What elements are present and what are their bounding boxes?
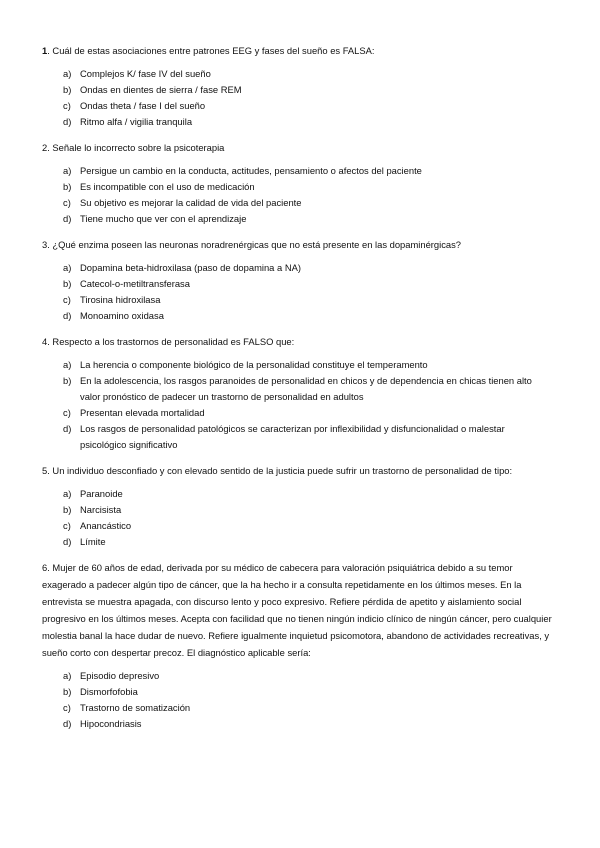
option-c: [42, 98, 552, 114]
option-text: Persigue un cambio en la conducta, actitudes, pensamiento o afectos del paciente: [80, 165, 422, 176]
question-5: [42, 462, 552, 550]
option-text: La herencia o componente biológico de la personalidad constituye el temperamento: [80, 359, 428, 370]
option-text: Ritmo alfa / vigilia tranquila: [80, 116, 193, 127]
option-letter: a): [63, 488, 72, 499]
option-d: [42, 716, 552, 732]
option-c: [42, 518, 552, 534]
question-number: 5: [42, 465, 48, 476]
option-letter: c): [63, 520, 71, 531]
option-text: Hipocondriasis: [80, 718, 142, 729]
option-text: En la adolescencia, los rasgos paranoides de personalidad en chicos y de dependencia en chicas tienen alto valor pronóstico de padecer un trastorno de personalidad en adultos: [80, 375, 532, 402]
option-text: Narcisista: [80, 504, 122, 515]
option-letter: b): [63, 504, 72, 515]
option-letter: d): [63, 213, 72, 224]
question-3: [42, 236, 552, 324]
option-letter: d): [63, 116, 72, 127]
option-letter: a): [63, 165, 72, 176]
option-text: Tiene mucho que ver con el aprendizaje: [80, 213, 247, 224]
option-d: [42, 421, 552, 453]
option-text: Monoamino oxidasa: [80, 310, 164, 321]
option-text: Paranoide: [80, 488, 123, 499]
option-c: [42, 405, 552, 421]
option-letter: d): [63, 423, 72, 434]
option-a: [42, 668, 552, 684]
option-text: Límite: [80, 536, 106, 547]
option-a: [42, 486, 552, 502]
option-text: Es incompatible con el uso de medicación: [80, 181, 255, 192]
question-stem: . Señale lo incorrecto sobre la psicoterapia: [47, 142, 225, 153]
answer-options: [42, 357, 552, 453]
option-c: [42, 292, 552, 308]
option-b: [42, 684, 552, 700]
option-text: Trastorno de somatización: [80, 702, 191, 713]
option-d: [42, 534, 552, 550]
option-letter: b): [63, 686, 72, 697]
option-b: [42, 276, 552, 292]
option-text: Dismorfofobia: [80, 686, 138, 697]
question-4: [42, 333, 552, 453]
option-letter: d): [63, 536, 72, 547]
option-text: Tirosina hidroxilasa: [80, 294, 161, 305]
question-stem: . Mujer de 60 años de edad, derivada por su médico de cabecera para valoración psiquiátrica debido a su temor exagerado a padecer algún tipo de cáncer, que la ha hecho ir a consulta repetidamente en los últimos meses. En la entrevista se muestra apagada, con discurso lento y poco expresivo. Refiere pérdida de apetito y aislamiento social progresivo en los últimos meses. Acepta con facilidad que no tienen ningún indicio clínico de ningún cáncer, pero cualquier molestia banal la hace dudar de nuevo. Refiere igualmente inquietud psicomotora, abandono de actividades recreativas, y sueño corto con despertar precoz. El diagnóstico aplicable sería:: [42, 562, 552, 658]
option-text: Dopamina beta-hidroxilasa (paso de dopamina a NA): [80, 262, 301, 273]
question-number: 1: [42, 45, 48, 56]
option-letter: d): [63, 718, 72, 729]
option-text: Ondas en dientes de sierra / fase REM: [80, 84, 242, 95]
question-stem: . Un individuo desconfiado y con elevado sentido de la justicia puede sufrir un trastorno de personalidad de tipo:: [47, 465, 513, 476]
option-letter: c): [63, 100, 71, 111]
answer-options: [42, 486, 552, 550]
option-text: Complejos K/ fase IV del sueño: [80, 68, 211, 79]
question-text: [42, 333, 552, 350]
question-1: [42, 42, 552, 130]
option-letter: c): [63, 407, 71, 418]
option-text: Los rasgos de personalidad patológicos se caracterizan por inflexibilidad y disfuncionalidad o malestar psicológico significativo: [80, 423, 505, 450]
option-c: [42, 700, 552, 716]
question-number: 6: [42, 562, 48, 573]
option-letter: a): [63, 68, 72, 79]
question-number: 3: [42, 239, 48, 250]
answer-options: [42, 260, 552, 324]
option-text: Presentan elevada mortalidad: [80, 407, 205, 418]
option-a: [42, 163, 552, 179]
option-letter: b): [63, 84, 72, 95]
option-letter: b): [63, 375, 72, 386]
option-b: [42, 502, 552, 518]
question-stem: . Cuál de estas asociaciones entre patrones EEG y fases del sueño es FALSA:: [47, 45, 375, 56]
question-2: [42, 139, 552, 227]
question-number: 4: [42, 336, 48, 347]
option-d: [42, 114, 552, 130]
option-letter: b): [63, 278, 72, 289]
option-a: [42, 357, 552, 373]
option-b: [42, 373, 552, 405]
answer-options: [42, 66, 552, 130]
option-letter: b): [63, 181, 72, 192]
question-6: [42, 559, 552, 732]
option-d: [42, 308, 552, 324]
option-letter: a): [63, 262, 72, 273]
question-text: [42, 559, 552, 661]
option-letter: a): [63, 670, 72, 681]
question-text: [42, 139, 552, 156]
answer-options: [42, 163, 552, 227]
option-b: [42, 82, 552, 98]
option-text: Su objetivo es mejorar la calidad de vida del paciente: [80, 197, 302, 208]
option-text: Catecol-o-metiltransferasa: [80, 278, 190, 289]
option-b: [42, 179, 552, 195]
question-number: 2: [42, 142, 48, 153]
question-stem: . Respecto a los trastornos de personalidad es FALSO que:: [47, 336, 295, 347]
option-text: Anancástico: [80, 520, 132, 531]
option-letter: a): [63, 359, 72, 370]
option-text: Episodio depresivo: [80, 670, 160, 681]
option-text: Ondas theta / fase I del sueño: [80, 100, 206, 111]
question-stem: . ¿Qué enzima poseen las neuronas noradrenérgicas que no está presente en las dopaminérgicas?: [47, 239, 462, 250]
option-a: [42, 260, 552, 276]
question-text: [42, 236, 552, 253]
option-c: [42, 195, 552, 211]
question-text: [42, 462, 552, 479]
option-letter: c): [63, 702, 71, 713]
option-letter: c): [63, 197, 71, 208]
option-a: [42, 66, 552, 82]
option-d: [42, 211, 552, 227]
question-text: [42, 42, 552, 59]
answer-options: [42, 668, 552, 732]
option-letter: c): [63, 294, 71, 305]
option-letter: d): [63, 310, 72, 321]
